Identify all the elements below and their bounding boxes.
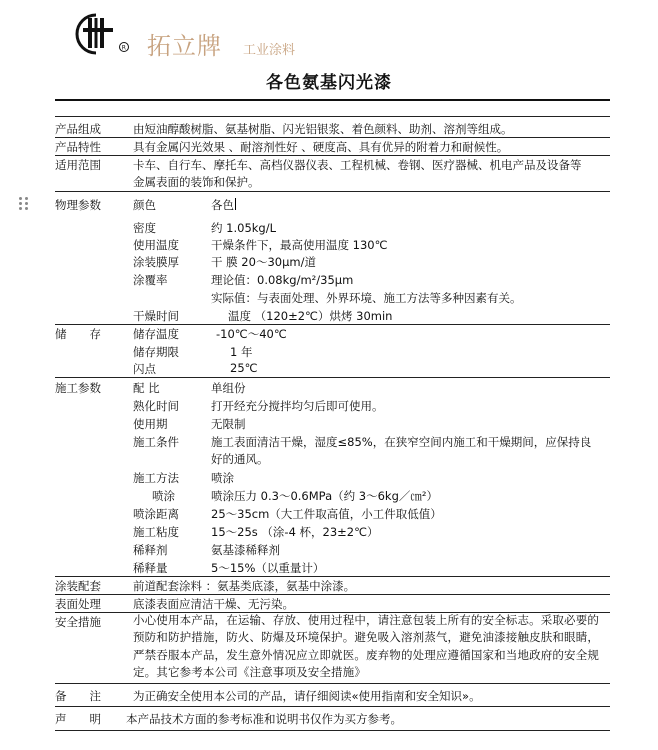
cond-value-1: 施工表面清洁干燥，湿度≤85%，在狭窄空间内施工和干燥期间，应保持良 [211, 435, 592, 449]
physical-label: 物理参数 [55, 198, 101, 212]
brand-name: 拓立牌 [147, 32, 222, 60]
surface-label: 表面处理 [55, 597, 101, 611]
divider [55, 683, 610, 684]
features-text: 具有金属闪光效果 、耐溶剂性好 、硬度高、具有优异的附着力和耐候性。 [133, 140, 509, 154]
drag-handle-icon[interactable] [19, 197, 29, 211]
density-key: 密度 [133, 221, 156, 235]
safety-label: 安全措施 [55, 615, 101, 629]
aging-key: 熟化时间 [133, 399, 179, 413]
cond-value-2: 好的通风。 [211, 452, 269, 466]
amount-value: 5～15%（以重量计） [211, 561, 325, 575]
statement-label: 声 明 [55, 712, 101, 726]
thinner-value: 氨基漆稀释剂 [211, 543, 280, 557]
temp-key: 使用温度 [133, 238, 179, 252]
remarks-label: 备 注 [55, 689, 101, 703]
divider [55, 191, 610, 192]
matching-text: 前道配套涂料 ：氨基类底漆，氨基中涂漆。 [133, 579, 356, 593]
thinner-key: 稀释剂 [133, 543, 168, 557]
divider [55, 730, 610, 731]
viscosity-value: 15～25s （涂-4 杯，23±2℃） [211, 525, 379, 539]
film-key: 涂装膜厚 [133, 255, 179, 269]
statement-text: 本产品技术方面的参考标准和说明书仅作为买方参考。 [126, 712, 402, 726]
remarks-text: 为正确安全使用本公司的产品，请仔细阅读«使用指南和安全知识»。 [133, 689, 481, 703]
color-value: 各色 [211, 198, 234, 212]
safety-text: 小心使用本产品，在运输、存放、使用过程中，请注意包装上所有的安全标志。采取必要的预防和防护措施，防火、防爆及环境保护。避免吸入溶剂蒸气，避免油漆接触皮肤和眼睛，严禁吞服本产品，发生意外情况应立即就医。废弃物的处理应遵循国家和当地政府的安全规定。其它参考本公司《注意事项及安全措施》 [133, 613, 599, 679]
storage-temp-key: 储存温度 [133, 327, 179, 341]
pot-value: 无限制 [211, 417, 246, 431]
divider [55, 576, 610, 577]
divider [55, 706, 610, 707]
coverage-key: 涂覆率 [133, 273, 168, 287]
title-rule [55, 99, 610, 101]
ratio-key: 配 比 [133, 381, 160, 395]
scope-label: 适用范围 [55, 158, 101, 172]
temp-value: 干燥条件下，最高使用温度 130℃ [211, 238, 388, 252]
ratio-value: 单组份 [211, 381, 246, 395]
composition-label: 产品组成 [55, 122, 101, 136]
method-value: 喷涂 [211, 471, 234, 485]
flash-value: 25℃ [230, 361, 258, 375]
divider [55, 594, 610, 595]
spray-value: 喷涂压力 0.3～0.6MPa（约 3～6kg／㎝²） [211, 489, 438, 503]
svg-text:R: R [121, 44, 126, 52]
page-title: 各色氨基闪光漆 [266, 73, 392, 93]
aging-value: 打开经充分搅拌均匀后即可使用。 [211, 399, 384, 413]
scope-line-1: 卡车、自行车、摩托车、高档仪器仪表、工程机械、卷钢、医疗器械、机电产品及设备等 [133, 158, 582, 172]
surface-text: 底漆表面应清洁干燥、无污染。 [133, 597, 294, 611]
table-top-rule [55, 116, 610, 117]
text-cursor [235, 198, 236, 210]
coverage-value-1: 理论值：0.08kg/m²/35μm [211, 273, 354, 287]
distance-key: 喷涂距离 [133, 507, 179, 521]
color-field[interactable] [211, 197, 236, 213]
divider [55, 324, 610, 325]
method-key: 施工方法 [133, 471, 179, 485]
divider [55, 377, 610, 378]
viscosity-key: 施工粘度 [133, 525, 179, 539]
distance-value: 25～35cm（大工件取高值，小工件取低值） [211, 507, 442, 521]
film-value: 干 膜 20～30μm/道 [211, 255, 316, 269]
dry-value: 温度 （120±2℃）烘烤 30min [228, 309, 393, 323]
jiangsu-tuoli-logo-icon [74, 12, 130, 56]
coverage-value-2: 实际值：与表面处理、外界环境、施工方法等多种因素有关。 [211, 291, 522, 305]
flash-key: 闪点 [133, 362, 156, 376]
pot-key: 使用期 [133, 417, 168, 431]
dry-key: 干燥时间 [133, 309, 179, 323]
amount-key: 稀释量 [133, 561, 168, 575]
scope-line-2: 金属表面的装饰和保护。 [133, 175, 260, 189]
matching-label: 涂装配套 [55, 579, 101, 593]
divider [55, 137, 610, 138]
color-key: 颜色 [133, 198, 156, 212]
storage-label: 储 存 [55, 327, 101, 341]
storage-period-value: 1 年 [230, 345, 253, 359]
spray-key: 喷涂 [152, 489, 175, 503]
application-label: 施工参数 [55, 381, 101, 395]
features-label: 产品特性 [55, 140, 101, 154]
storage-period-key: 储存期限 [133, 345, 179, 359]
brand-subtitle: 工业涂料 [243, 43, 296, 58]
density-value: 约 1.05kg/L [211, 221, 277, 235]
divider [55, 155, 610, 156]
composition-text: 由短油醇酸树脂、氨基树脂、闪光铝银浆、着色颜料、助剂、溶剂等组成。 [133, 122, 513, 136]
cond-key: 施工条件 [133, 435, 179, 449]
storage-temp-value: -10℃～40℃ [216, 327, 287, 341]
